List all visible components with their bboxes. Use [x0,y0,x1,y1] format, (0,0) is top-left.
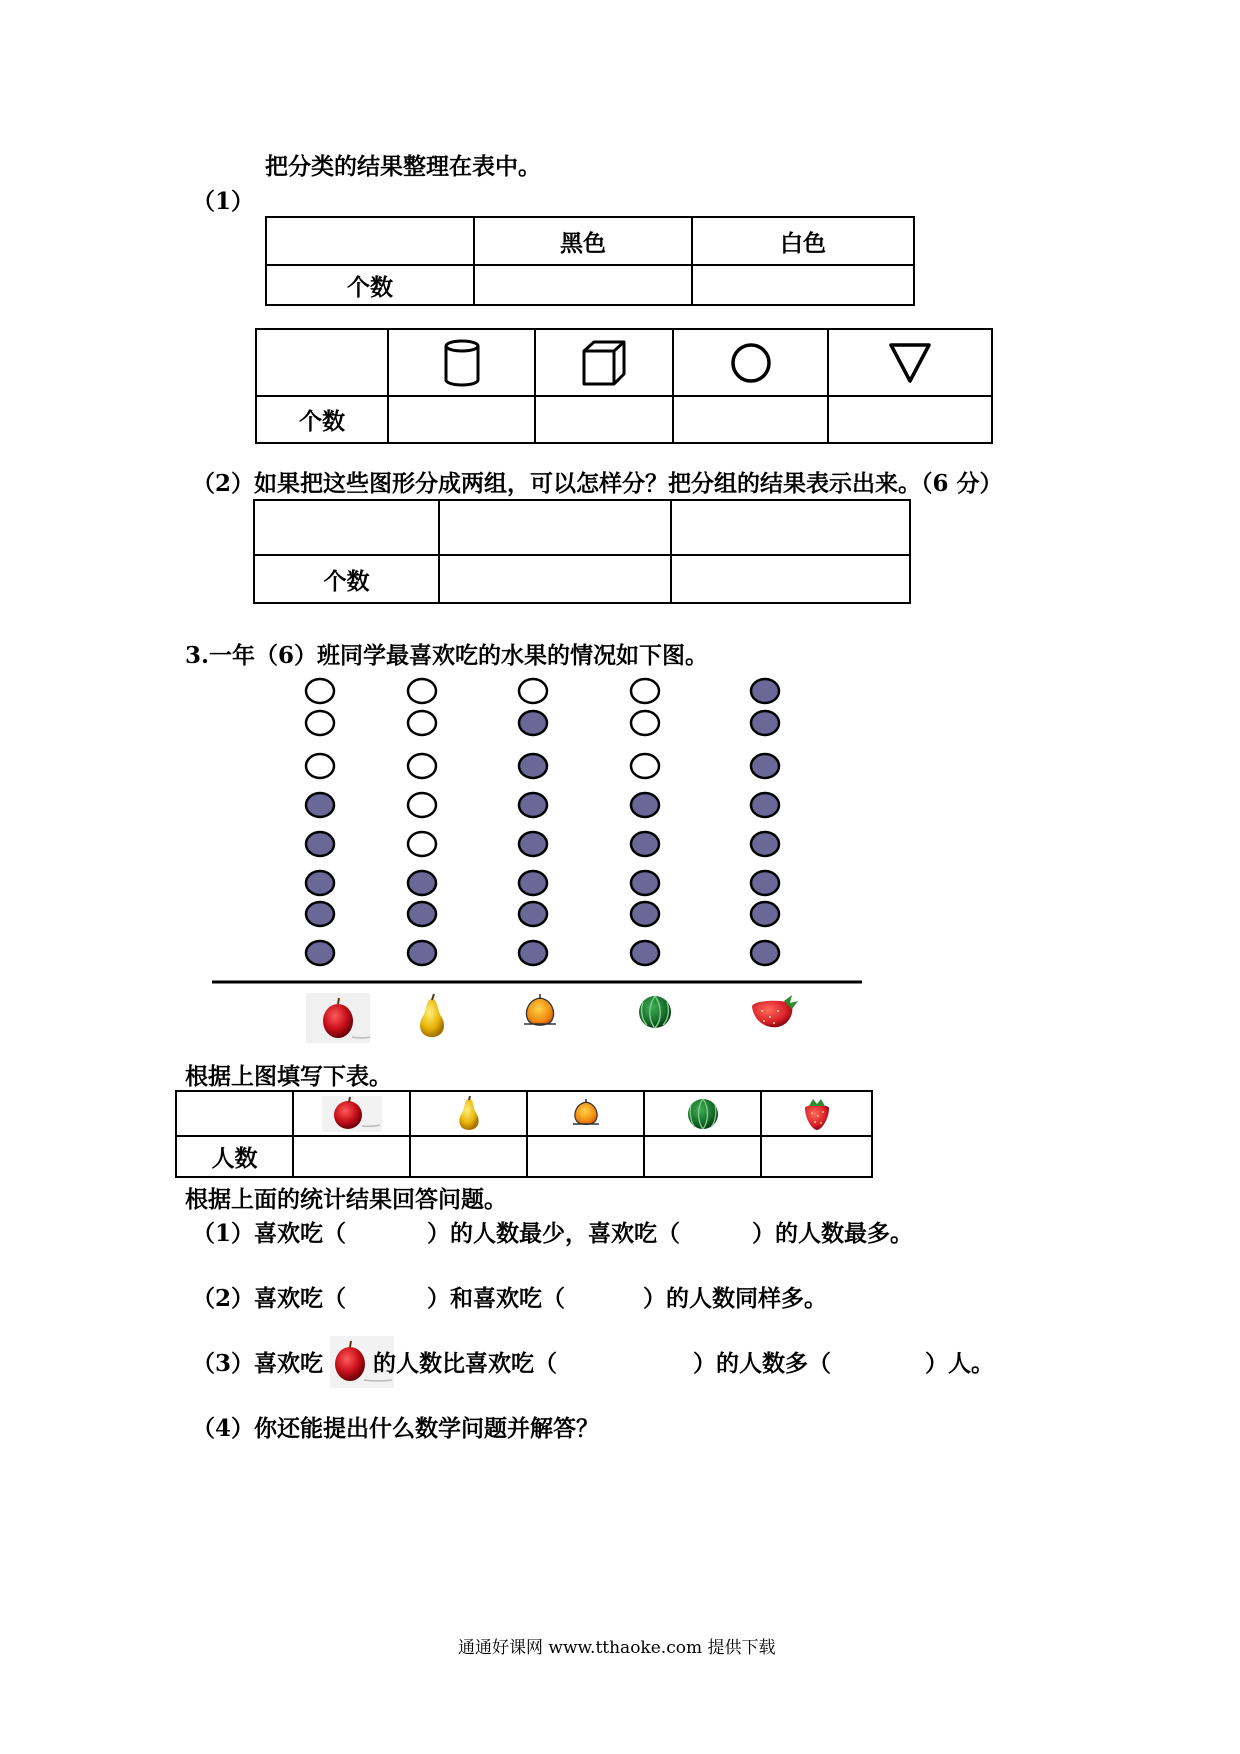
part2-text: （2）如果把这些图形分成两组，可以怎样分？把分组的结果表示出来。（6 分） [192,470,1003,497]
answer-cell[interactable] [671,555,910,603]
pictograph-empty-circle [306,711,334,735]
fruit-table-corner [176,1091,293,1136]
shape-cell-triangle [828,329,992,396]
pictograph-empty-circle [631,711,659,735]
strawberry-icon [752,995,798,1027]
count-label: 个数 [254,555,439,603]
q3-title: 3.一年（6）班同学最喜欢吃的水果的情况如下图。 [185,642,709,669]
pictograph-empty-circle [306,754,334,778]
answer-cell[interactable] [828,396,992,443]
pictograph-filled-circle [519,902,547,926]
answer-cell[interactable] [644,1136,761,1177]
pictograph-filled-circle [519,793,547,817]
group-header-cell[interactable] [254,500,439,555]
pictograph-filled-circle [306,941,334,965]
fruit-header-watermelon [644,1091,761,1136]
q2-part-a: （2）喜欢吃（ [192,1285,347,1312]
apple-icon [322,1096,382,1132]
pictograph-filled-circle [631,832,659,856]
answer-cell[interactable] [474,265,692,305]
pictograph-filled-circle [519,871,547,895]
answer-cell[interactable] [388,396,535,443]
answer-cell[interactable] [761,1136,872,1177]
pictograph-filled-circle [631,793,659,817]
answer-cell[interactable] [439,555,671,603]
q2-part-b: ）和喜欢吃（ [427,1285,565,1312]
part1-label: （1） [192,188,255,215]
q1-part-b: ）的人数最少，喜欢吃（ [427,1220,680,1247]
answer-cell[interactable] [535,396,673,443]
group-table [253,499,911,604]
shape-table-corner [256,329,388,396]
pictograph-filled-circle [306,832,334,856]
pictograph-filled-circle [751,679,779,703]
fruit-table [175,1090,873,1178]
pictograph-empty-circle [631,754,659,778]
answer-cell[interactable] [527,1136,644,1177]
pictograph-filled-circle [751,902,779,926]
fruit-header-apple [293,1091,410,1136]
intro-text: 把分类的结果整理在表中。 [265,153,541,180]
group-header-cell[interactable] [439,500,671,555]
pictograph-empty-circle [408,754,436,778]
header-white: 白色 [692,217,914,265]
triangle-down-icon [887,341,933,385]
pictograph-filled-circle [519,941,547,965]
fruit-header-peach [527,1091,644,1136]
group-header-cell[interactable] [671,500,910,555]
footer-text: 通通好课网 www.tthaoke.com 提供下载 [458,1638,776,1658]
pear-icon [420,994,444,1037]
count-label: 个数 [256,396,388,443]
shape-cell-cylinder [388,329,535,396]
pictograph-svg [0,670,1240,1050]
pictograph-filled-circle [751,941,779,965]
pictograph-empty-circle [408,793,436,817]
pictograph-filled-circle [306,871,334,895]
pictograph-filled-circle [519,832,547,856]
pictograph-empty-circle [306,679,334,703]
q3-part-b: 的人数比喜欢吃（ [373,1350,557,1377]
q3-part-c: ）的人数多（ [693,1350,831,1377]
apple-icon [306,993,370,1043]
strawberry-icon [801,1096,833,1132]
count-label: 个数 [266,265,474,305]
pictograph-filled-circle [306,793,334,817]
pictograph-filled-circle [751,711,779,735]
answer-cell[interactable] [293,1136,410,1177]
header-black: 黑色 [474,217,692,265]
fruit-pictograph [0,670,1240,1050]
pictograph-filled-circle [631,902,659,926]
cylinder-icon [442,338,482,388]
pictograph-filled-circle [519,711,547,735]
answer-intro: 根据上面的统计结果回答问题。 [185,1186,507,1213]
pictograph-filled-circle [306,902,334,926]
watermelon-icon [639,996,671,1028]
peach-icon [524,994,556,1025]
answer-cell[interactable] [410,1136,527,1177]
question-4: （4）你还能提出什么数学问题并解答？ [192,1415,600,1442]
pictograph-filled-circle [408,941,436,965]
pictograph-empty-circle [408,711,436,735]
q3-part-a: （3）喜欢吃 [192,1350,324,1377]
peach-icon [570,1098,602,1130]
fruit-header-strawberry [761,1091,872,1136]
pictograph-filled-circle [751,793,779,817]
q1-part-a: （1）喜欢吃（ [192,1220,347,1247]
watermelon-icon [686,1097,720,1131]
pictograph-filled-circle [408,902,436,926]
q3-part-d: ）人。 [925,1350,994,1377]
shape-cell-circle [673,329,828,396]
shape-cell-cube [535,329,673,396]
circle-icon [729,341,773,385]
pear-icon [454,1096,484,1132]
fill-instruction: 根据上图填写下表。 [185,1063,392,1090]
pictograph-empty-circle [408,679,436,703]
cube-icon [581,339,627,387]
q2-part-c: ）的人数同样多。 [643,1285,827,1312]
people-count-label: 人数 [176,1136,293,1177]
pictograph-filled-circle [631,941,659,965]
fruit-header-pear [410,1091,527,1136]
q1-part-c: ）的人数最多。 [752,1220,913,1247]
pictograph-filled-circle [751,754,779,778]
answer-cell[interactable] [692,265,914,305]
answer-cell[interactable] [673,396,828,443]
shape-table [255,328,993,444]
pictograph-empty-circle [408,832,436,856]
pictograph-filled-circle [631,871,659,895]
pictograph-empty-circle [631,679,659,703]
color-table [265,216,915,306]
pictograph-filled-circle [519,754,547,778]
pictograph-filled-circle [751,871,779,895]
pictograph-filled-circle [751,832,779,856]
pictograph-empty-circle [519,679,547,703]
pictograph-filled-circle [408,871,436,895]
color-table-corner [266,217,474,265]
